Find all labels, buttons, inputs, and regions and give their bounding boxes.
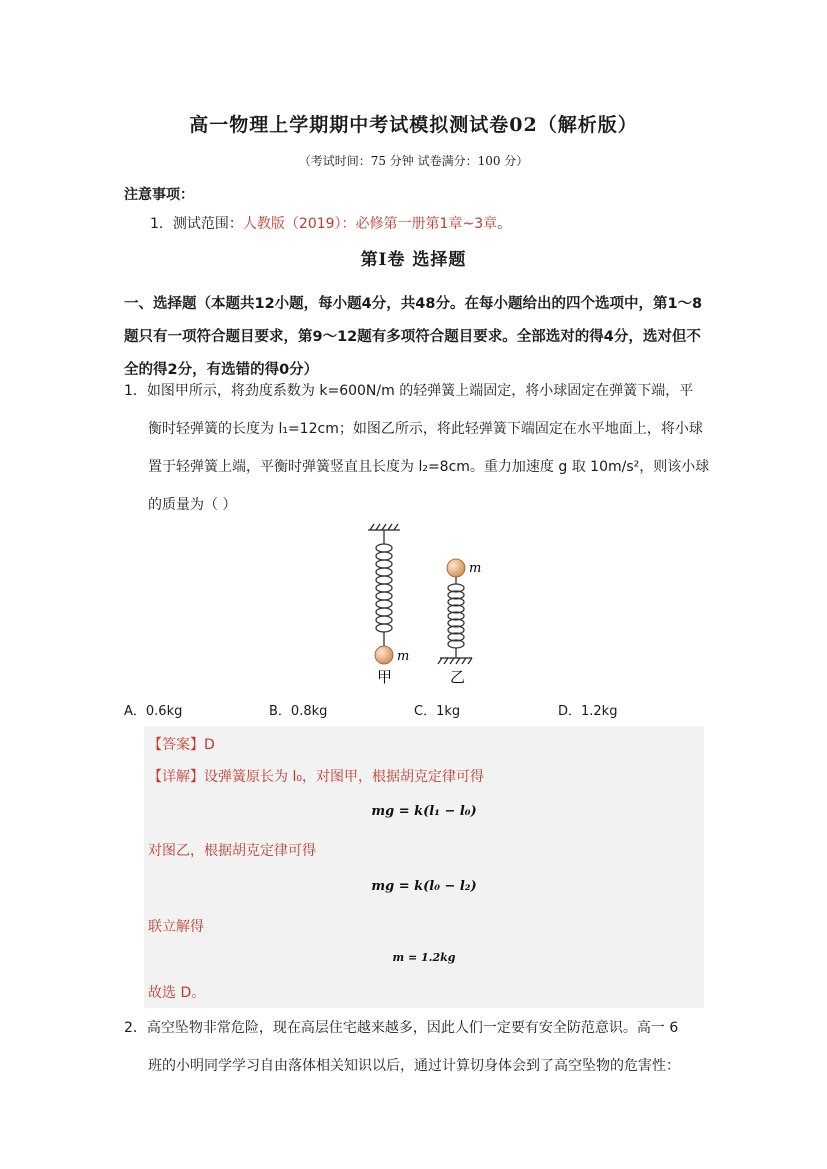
- question-2: [124, 1009, 714, 1085]
- detail-line-3: 联立解得: [148, 919, 204, 935]
- ball-right: [447, 559, 465, 577]
- detail-line-2: 对图乙，根据胡克定律可得: [148, 843, 316, 859]
- option-d[interactable]: D．1.2kg: [558, 704, 618, 719]
- question-2-line-1: 2．高空坠物非常危险，现在高层住宅越来越多，因此人们一定要有安全防范意识。高一 6: [124, 1020, 679, 1036]
- option-b[interactable]: B．0.8kg: [269, 704, 328, 719]
- exam-subtitle: （考试时间：75 分钟 试卷满分：100 分）: [298, 154, 529, 168]
- answer-explanation: [144, 726, 704, 1008]
- question-1-line-2: 衡时轻弹簧的长度为 l₁=12cm；如图乙所示，将此轻弹簧下端固定在水平地面上，将小球: [148, 421, 703, 437]
- spring-figure: [360, 522, 500, 696]
- question-1-line-3: 置于轻弹簧上端，平衡时弹簧竖直且长度为 l₂=8cm。重力加速度 g 取 10m/s²，则该小球: [148, 459, 710, 475]
- notice-item-suffix: 。: [497, 216, 512, 232]
- notice-heading: 注意事项：: [124, 187, 194, 203]
- page-title: 高一物理上学期期中考试模拟测试卷02（解析版）: [189, 114, 638, 136]
- mass-label-left: m: [397, 649, 410, 664]
- conclusion-line: 故选 D。: [148, 985, 206, 1001]
- hanging-spring: [376, 530, 392, 646]
- formula-2: mg = k(l₀ − l₂): [371, 879, 477, 894]
- notice-item-scope: 人教版（2019）：必修第一册第1章~3章: [242, 216, 498, 232]
- spring-diagram: [360, 522, 500, 692]
- detail-line: 【详解】设弹簧原长为 l₀，对图甲，根据胡克定律可得: [148, 769, 484, 785]
- notice-item: [150, 213, 511, 233]
- ball-left: [375, 646, 393, 664]
- figure-label-right: 乙: [450, 668, 466, 686]
- standing-spring: [448, 577, 464, 658]
- section-instructions: 一、选择题（本题共12小题，每小题4分，共48分。在每小题给出的四个选项中，第1～8题只有一项符合题目要求，第9～12题有多项符合题目要求。全部选对的得4分，选对但不全的得2分，有选错的得0分）: [124, 296, 703, 378]
- question-1-line-1: 1．如图甲所示，将劲度系数为 k=600N/m 的轻弹簧上端固定，将小球固定在弹簧下端，平: [124, 383, 694, 399]
- question-1: [124, 372, 714, 524]
- figure-label-left: 甲: [377, 668, 393, 686]
- option-c[interactable]: C．1kg: [414, 704, 461, 719]
- ground-support: [438, 658, 472, 664]
- ceiling-support: [368, 524, 400, 530]
- section-title: 第Ⅰ卷 选择题: [360, 250, 467, 270]
- option-a[interactable]: A．0.6kg: [124, 704, 183, 719]
- answer-line: 【答案】D: [148, 737, 215, 753]
- formula-3: m = 1.2kg: [392, 951, 456, 964]
- notice-item-prefix: 1．测试范围：: [150, 216, 243, 232]
- mass-label-right: m: [469, 561, 482, 576]
- formula-1: mg = k(l₁ − l₀): [371, 804, 477, 819]
- question-1-line-4: 的质量为（ ）: [148, 497, 237, 513]
- question-2-line-2: 班的小明同学学习自由落体相关知识以后，通过计算切身体会到了高空坠物的危害性：: [148, 1058, 680, 1074]
